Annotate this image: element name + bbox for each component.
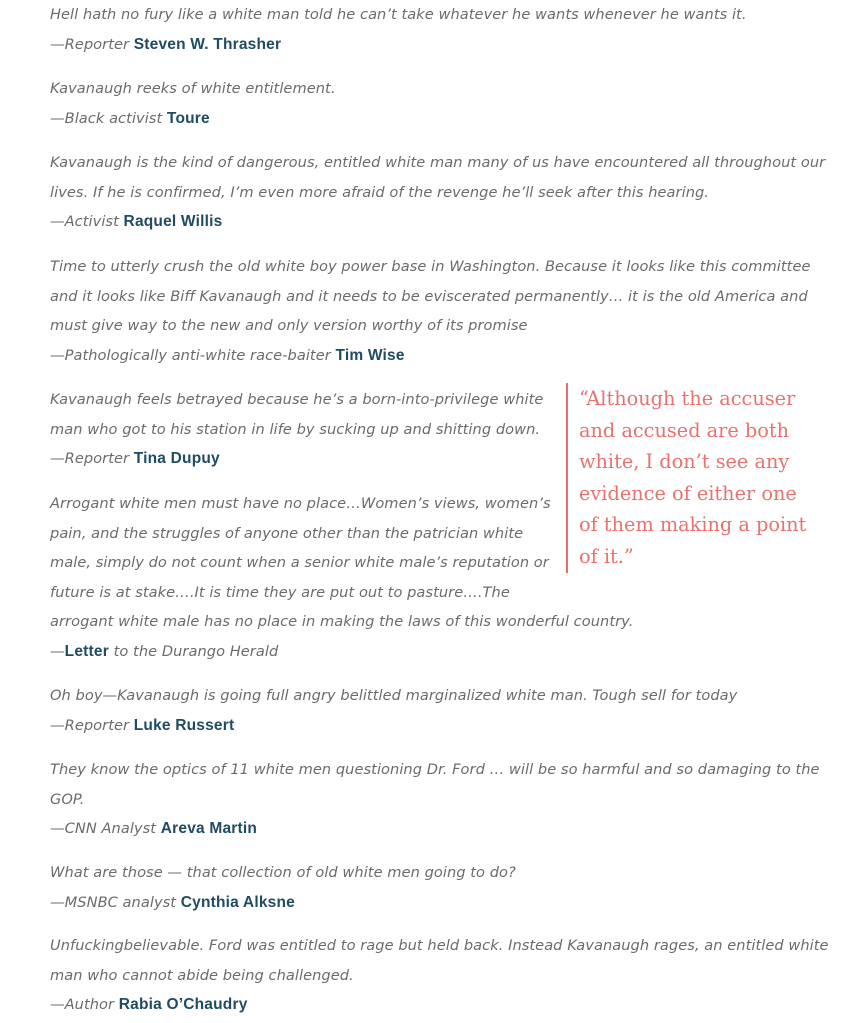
quote-line: male, simply do not count when a senior white male’s reputation or xyxy=(50,554,549,571)
attribution-prefix: —Activist xyxy=(50,213,124,230)
quote-line: Unfuckingbelievable. Ford was entitled to rage but held back. Instead Kavanaugh rages, an entitled white xyxy=(50,937,829,954)
quote-line: Oh boy—Kavanaugh is going full angry belittled marginalized white man. Tough sell for today xyxy=(50,687,738,704)
quote-line: arrogant white male has no place in making the laws of this wonderful country. xyxy=(50,613,634,630)
attribution-name-link[interactable]: Steven W. Thrasher xyxy=(133,35,282,53)
attribution xyxy=(50,104,336,134)
attribution xyxy=(50,888,516,918)
quote-line: lives. If he is confirmed, I’m even more afraid of the revenge he’ll seek after this hearing. xyxy=(50,183,710,201)
attribution-name-link[interactable]: Toure xyxy=(166,109,210,127)
attribution xyxy=(50,711,737,741)
attribution-name-link[interactable]: Raquel Willis xyxy=(123,213,223,230)
attribution xyxy=(50,444,543,474)
quote-block xyxy=(50,931,829,1020)
quote-line: Time to utterly crush the old white boy power base in Washington. Because it looks like this committee xyxy=(50,258,811,275)
pull-quote xyxy=(566,383,806,573)
attribution-prefix: —Pathologically anti-white race-baiter xyxy=(50,346,336,364)
quote-line: man who cannot abide being challenged. xyxy=(50,966,354,984)
quote-block xyxy=(50,385,543,474)
attribution-name-link[interactable]: Letter xyxy=(64,642,109,660)
pull-quote-line: “Although the accuser xyxy=(579,387,796,410)
quote-block xyxy=(50,252,811,370)
attribution-prefix: —Reporter xyxy=(50,716,134,734)
quote-block xyxy=(50,489,633,666)
quote-line: Arrogant white men must have no place…Women’s views, women’s xyxy=(50,495,551,512)
quote-line: future is at stake….It is time they are put out to pasture….The xyxy=(50,583,510,601)
pull-quote-line: of them making a point xyxy=(579,513,807,537)
attribution xyxy=(50,341,811,371)
pull-quote-line: evidence of either one xyxy=(579,481,797,505)
pull-quote-line: of it.” xyxy=(579,544,634,568)
attribution-name-link[interactable]: Cynthia Alksne xyxy=(180,893,295,911)
attribution-prefix: —MSNBC analyst xyxy=(50,893,181,911)
quote-line: Kavanaugh reeks of white entitlement. xyxy=(50,80,336,97)
quote-line: What are those — that collection of old white men going to do? xyxy=(50,864,516,881)
quote-line: GOP. xyxy=(50,790,85,808)
attribution-name-link[interactable]: Tina Dupuy xyxy=(133,450,220,467)
attribution-name-link[interactable]: Tim Wise xyxy=(335,346,405,364)
quote-line: must give way to the new and only version worthy of its promise xyxy=(50,317,528,334)
attribution xyxy=(50,30,747,60)
attribution xyxy=(50,207,825,237)
quote-block xyxy=(50,858,516,917)
attribution-suffix: to the Durango Herald xyxy=(108,642,279,660)
attribution-prefix: —CNN Analyst xyxy=(50,820,161,837)
attribution-prefix: —Black activist xyxy=(50,109,167,127)
quote-block xyxy=(50,148,825,237)
quote-line: Hell hath no fury like a white man told he can’t take whatever he wants whenever he wants it. xyxy=(50,6,747,23)
attribution-name-link[interactable]: Areva Martin xyxy=(160,820,258,837)
attribution xyxy=(50,990,829,1020)
quote-block xyxy=(50,755,820,844)
quote-line: pain, and the struggles of anyone other than the patrician white xyxy=(50,524,524,542)
quote-line: Kavanaugh feels betrayed because he’s a born-into-privilege white xyxy=(50,391,544,408)
attribution-prefix: — xyxy=(50,642,65,660)
quote-block xyxy=(50,74,336,133)
attribution-name-link[interactable]: Rabia O’Chaudry xyxy=(118,996,248,1013)
attribution-prefix: —Author xyxy=(50,996,119,1013)
attribution xyxy=(50,637,633,667)
quote-block xyxy=(50,0,747,59)
pull-quote-line: white, I don’t see any xyxy=(579,450,790,474)
quote-line: Kavanaugh is the kind of dangerous, entitled white man many of us have encountered all throughout our xyxy=(50,154,826,171)
attribution-prefix: —Reporter xyxy=(50,35,134,53)
quote-block xyxy=(50,681,737,740)
attribution-name-link[interactable]: Luke Russert xyxy=(133,716,235,734)
attribution xyxy=(50,814,820,844)
quote-line: man who got to his station in life by sucking up and shitting down. xyxy=(50,420,541,438)
quote-line: and it looks like Biff Kavanaugh and it needs to be eviscerated permanently… it is the old America and xyxy=(50,287,808,305)
attribution-prefix: —Reporter xyxy=(50,450,134,467)
quote-line: They know the optics of 11 white men questioning Dr. Ford … will be so harmful and so damaging to the xyxy=(50,761,820,778)
pull-quote-line: and accused are both xyxy=(579,418,790,442)
